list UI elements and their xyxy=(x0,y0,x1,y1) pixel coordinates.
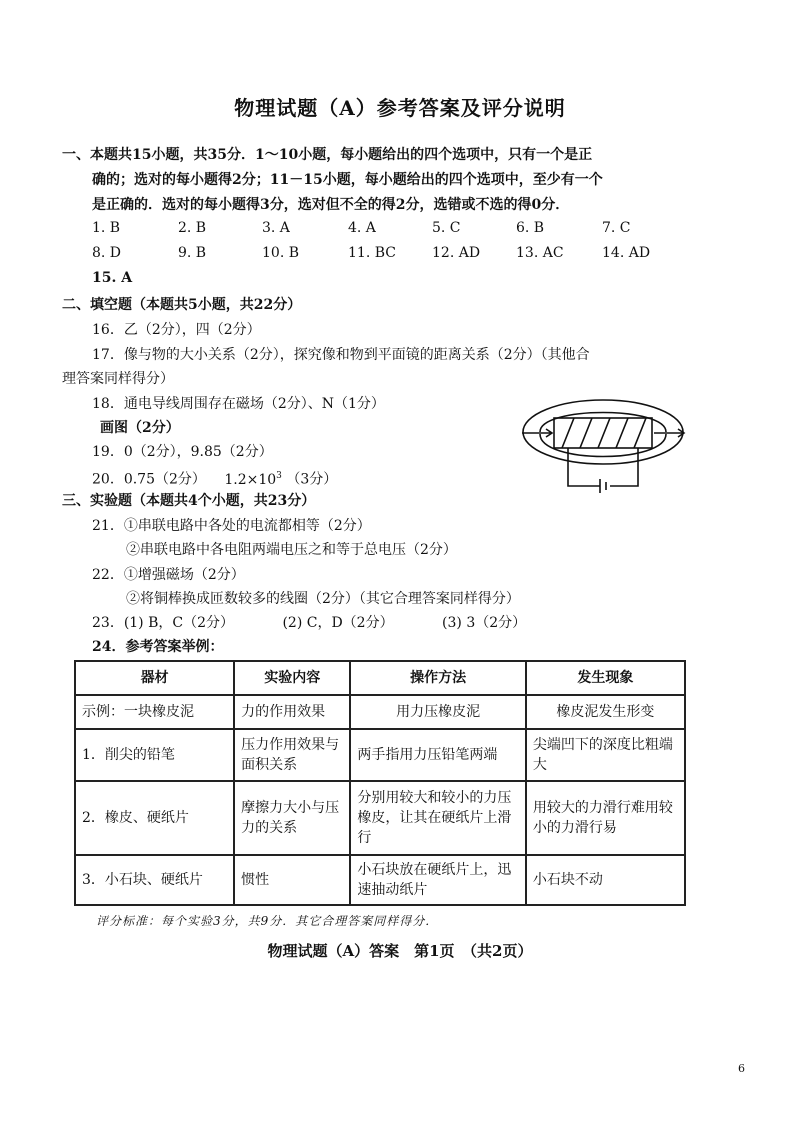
answer-14: 14. AD xyxy=(602,245,651,261)
answer-17-line2: 理答案同样得分） xyxy=(62,371,174,387)
table-cell: 用较大的力滑行难用较小的力滑行易 xyxy=(526,781,685,855)
table-cell: 3．小石块、硬纸片 xyxy=(75,855,234,905)
answer-20-part1: 20．0.75（2分） xyxy=(92,471,206,488)
answer-18-line1: 18．通电导线周围存在磁场（2分）、N（1分） xyxy=(92,396,385,412)
answer-21-line2: ②串联电路中各电阻两端电压之和等于总电压（2分） xyxy=(126,542,457,558)
table-cell: 两手指用力压铅笔两端 xyxy=(350,729,525,781)
answer-11: 11. BC xyxy=(348,245,396,261)
table-row xyxy=(75,729,685,781)
table-header-cell: 操作方法 xyxy=(350,661,525,695)
table-header-row xyxy=(75,661,685,695)
answer-23 xyxy=(92,614,526,632)
answer-20-part3: （3分） xyxy=(286,471,338,488)
section1-instructions-line3: 是正确的．选对的每小题得3分，选对但不全的得2分，选错或不选的得0分． xyxy=(92,197,570,213)
section1-instructions-line1: 一、本题共15小题，共35分．1～10小题，每小题给出的四个选项中，只有一个是正 xyxy=(62,147,593,163)
table-row xyxy=(75,695,685,729)
answer-19: 19．0（2分），9.85（2分） xyxy=(92,444,273,460)
table-row xyxy=(75,781,685,855)
table-cell: 惯性 xyxy=(234,855,350,905)
answer-23-part1: 23．(1) B，C（2分） xyxy=(92,615,235,631)
field-arrow-left xyxy=(522,429,552,437)
battery-symbol xyxy=(600,479,606,493)
table-row xyxy=(75,855,685,905)
section2-header: 二、填空题（本题共5小题，共22分） xyxy=(62,297,302,313)
answer-18-line2: 画图（2分） xyxy=(100,420,180,436)
table-header-cell: 器材 xyxy=(75,661,234,695)
answer-9: 9. B xyxy=(178,245,207,261)
answer-3: 3. A xyxy=(262,220,290,236)
answer-15: 15. A xyxy=(92,270,133,286)
solenoid-field-diagram xyxy=(518,388,688,500)
answer-7: 7. C xyxy=(602,220,631,236)
table-cell: 尖端凹下的深度比粗端大 xyxy=(526,729,685,781)
field-loop-outer xyxy=(523,400,683,464)
table-header-cell: 实验内容 xyxy=(234,661,350,695)
field-arrow-right xyxy=(654,429,684,437)
answer-8: 8. D xyxy=(92,245,122,261)
scoring-note: 评分标准：每个实验3分，共9分．其它合理答案同样得分． xyxy=(96,914,439,928)
field-loop-top xyxy=(540,413,666,433)
table-cell: 力的作用效果 xyxy=(234,695,350,729)
table-cell: 摩擦力大小与压力的关系 xyxy=(234,781,350,855)
table-cell: 橡皮泥发生形变 xyxy=(526,695,685,729)
table-cell: 压力作用效果与面积关系 xyxy=(234,729,350,781)
circuit-wires xyxy=(568,448,638,486)
answer-23-part3: (3) 3（2分） xyxy=(442,615,527,631)
answer-4: 4. A xyxy=(348,220,376,236)
page-footer: 物理试题（A）答案 第1页 （共2页） xyxy=(267,942,533,960)
answer-22-line1: 22．①增强磁场（2分） xyxy=(92,567,245,583)
answer-22-line2: ②将铜棒换成匝数较多的线圈（2分）（其它合理答案同样得分） xyxy=(126,591,520,607)
answer-12: 12. AD xyxy=(432,245,481,261)
answer-2: 2. B xyxy=(178,220,207,236)
section3-header: 三、实验题（本题共4个小题，共23分） xyxy=(62,493,316,509)
table-cell: 2．橡皮、硬纸片 xyxy=(75,781,234,855)
solenoid-windings xyxy=(562,418,646,448)
answer-13: 13. AC xyxy=(516,245,564,261)
answer-20-part2: 1.2×10 xyxy=(224,471,277,488)
table-cell: 用力压橡皮泥 xyxy=(350,695,525,729)
answer-20 xyxy=(92,467,337,489)
table-cell: 小石块不动 xyxy=(526,855,685,905)
table-cell: 1．削尖的铅笔 xyxy=(75,729,234,781)
answer-23-part2: (2) C，D（2分） xyxy=(282,615,394,631)
answer-21-line1: 21．①串联电路中各处的电流都相等（2分） xyxy=(92,518,371,534)
page-title: 物理试题（A）参考答案及评分说明 xyxy=(234,96,566,120)
experiment-table xyxy=(74,660,686,906)
answer-20-exponent: 3 xyxy=(276,471,282,481)
section1-instructions-line2: 确的；选对的每小题得2分；11－15小题，每小题给出的四个选项中，至少有一个 xyxy=(92,172,603,188)
table-cell: 示例：一块橡皮泥 xyxy=(75,695,234,729)
table-cell: 分别用较大和较小的力压橡皮，让其在硬纸片上滑行 xyxy=(350,781,525,855)
answer-16: 16．乙（2分），四（2分） xyxy=(92,322,261,338)
table-cell: 小石块放在硬纸片上，迅速抽动纸片 xyxy=(350,855,525,905)
answer-24-intro: 24．参考答案举例： xyxy=(92,639,224,655)
answer-17-line1: 17．像与物的大小关系（2分），探究像和物到平面镜的距离关系（2分）（其他合 xyxy=(92,347,590,363)
answer-10: 10. B xyxy=(262,245,300,261)
answer-1: 1. B xyxy=(92,220,121,236)
answer-5: 5. C xyxy=(432,220,461,236)
table-header-cell: 发生现象 xyxy=(526,661,685,695)
page-number: 6 xyxy=(738,1062,745,1075)
answer-6: 6. B xyxy=(516,220,545,236)
